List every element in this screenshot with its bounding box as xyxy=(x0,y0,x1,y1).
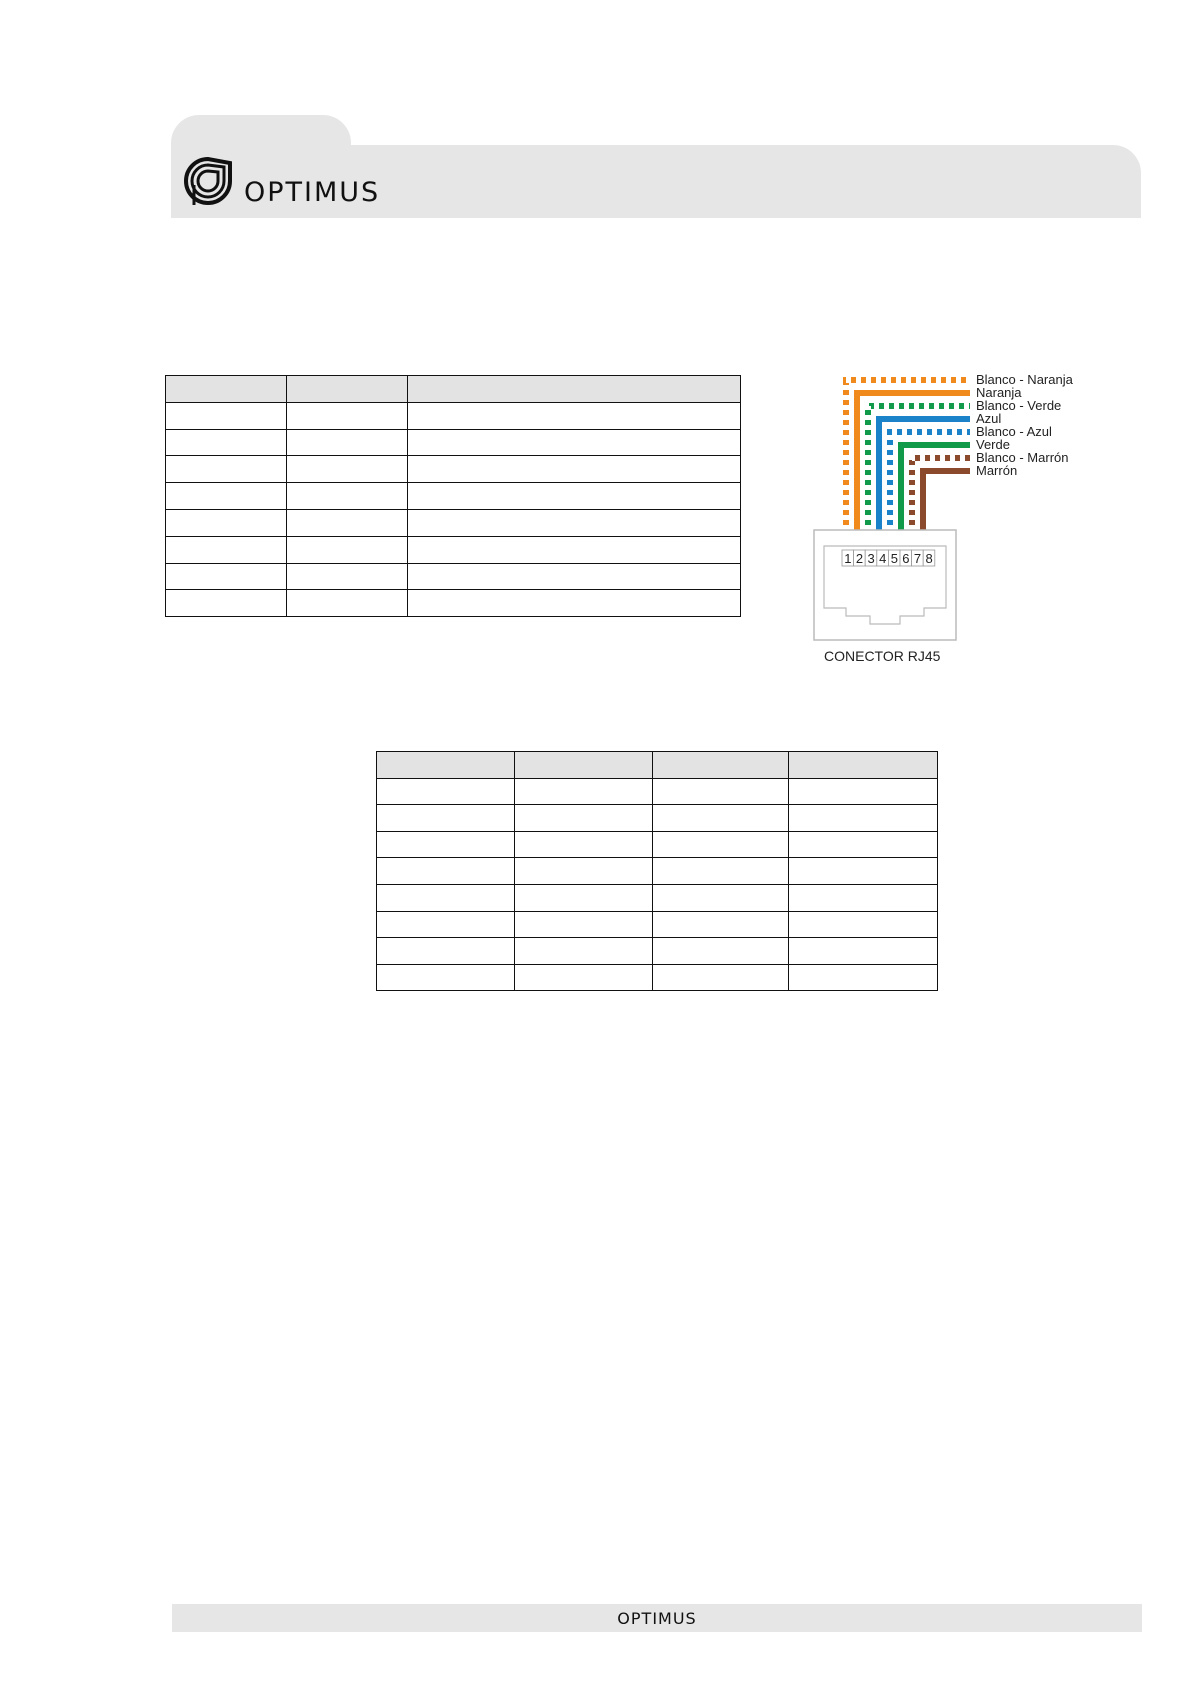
wire-8 xyxy=(923,471,970,530)
header-cell xyxy=(789,752,938,779)
table-row xyxy=(166,402,741,429)
footer-band xyxy=(172,1604,1142,1632)
header-cell xyxy=(286,376,407,403)
header-cell xyxy=(652,752,789,779)
pin-number: 3 xyxy=(867,551,875,566)
pin-number: 1 xyxy=(844,551,852,566)
rj45-wiring-svg xyxy=(800,368,1120,648)
header-cell xyxy=(377,752,515,779)
table-1 xyxy=(165,375,741,617)
table-row xyxy=(166,536,741,563)
table-row xyxy=(377,858,938,885)
wire-label: Marrón xyxy=(976,463,1018,478)
wire-label: Blanco - Azul xyxy=(976,424,1052,439)
wire-label: Blanco - Verde xyxy=(976,398,1062,413)
pin-number: 7 xyxy=(913,551,922,566)
table-header-row xyxy=(166,376,741,403)
footer-brand: OPTIMUS xyxy=(617,1609,697,1628)
pin-number: 2 xyxy=(855,551,864,566)
rj45-diagram xyxy=(800,368,1120,668)
pin-number: 4 xyxy=(879,551,887,566)
pin-number: 5 xyxy=(890,551,898,566)
pin-number: 8 xyxy=(925,551,933,566)
table-row xyxy=(377,778,938,805)
wire-label: Verde xyxy=(976,437,1010,452)
wire-label: Naranja xyxy=(976,385,1022,400)
table-row xyxy=(377,805,938,832)
table-row xyxy=(166,483,741,510)
table-header-row xyxy=(377,752,938,779)
table-row xyxy=(166,590,741,617)
table-row xyxy=(377,884,938,911)
table-row xyxy=(166,429,741,456)
table-row xyxy=(377,831,938,858)
table-row xyxy=(166,456,741,483)
wire-label: Azul xyxy=(976,411,1002,426)
wire-label: Blanco - Marrón xyxy=(976,450,1069,465)
optimus-logo xyxy=(180,155,410,211)
table-row xyxy=(166,563,741,590)
header-cell xyxy=(166,376,287,403)
table-row xyxy=(377,911,938,938)
header-cell xyxy=(514,752,652,779)
wire-label: Blanco - Naranja xyxy=(976,372,1073,387)
header-cell xyxy=(407,376,740,403)
table-row xyxy=(377,964,938,991)
pin-number: 6 xyxy=(902,551,910,566)
table-2 xyxy=(376,751,938,991)
table-row xyxy=(377,938,938,965)
brand-name: OPTIMUS xyxy=(244,177,381,208)
connector-label: CONECTOR RJ45 xyxy=(824,648,941,664)
table-row xyxy=(166,509,741,536)
optimus-logo-mark-icon xyxy=(180,155,236,211)
